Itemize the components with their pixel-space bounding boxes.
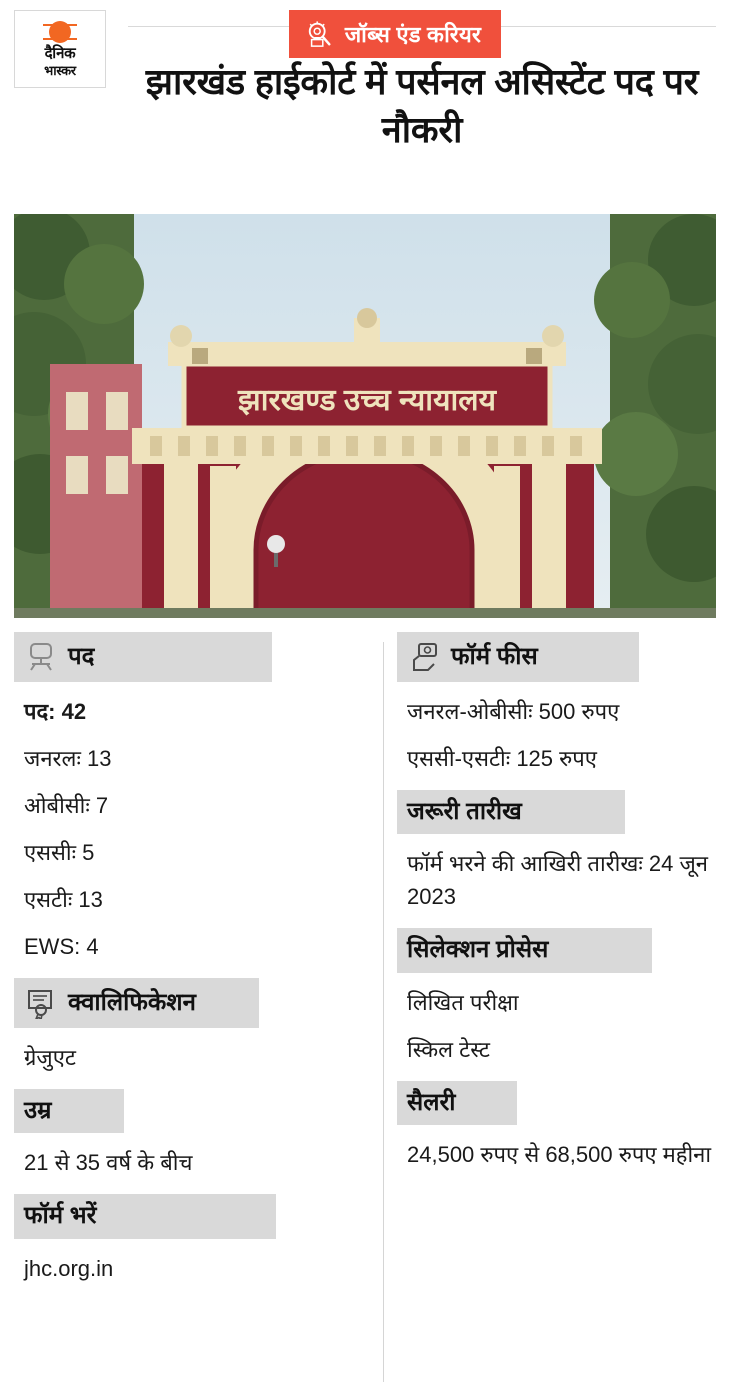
logo-line-2: भास्कर [44, 62, 76, 78]
section-header-qualification [14, 978, 259, 1028]
list-item: EWS: 4 [24, 934, 99, 959]
hand-money-icon [407, 641, 441, 673]
content-area [0, 632, 730, 1400]
signboard-text: झारखण्ड उच्च न्यायालय [238, 384, 496, 417]
category-badge [289, 10, 501, 58]
section-header-fee [397, 632, 639, 682]
section-title: पद [68, 642, 95, 670]
section-title: सैलरी [407, 1088, 456, 1116]
header [0, 0, 730, 200]
section-title: क्वालिफिकेशन [68, 988, 196, 1016]
list-item: 24,500 रुपए से 68,500 रुपए महीना [407, 1142, 712, 1168]
section-title: फॉर्म भरें [24, 1202, 97, 1230]
section-title: जरूरी तारीख [407, 798, 522, 825]
section-header-salary [397, 1081, 517, 1125]
list-item: फॉर्म भरने की आखिरी तारीखः 24 जून 2023 [407, 851, 709, 910]
section-header-important-date [397, 790, 625, 834]
list-item: एससी-एसटीः 125 रुपए [407, 746, 597, 771]
office-chair-icon [24, 641, 58, 673]
page-title: झारखंड हाईकोर्ट में पर्सनल असिस्टेंट पद पर नौकरी [145, 61, 699, 150]
list-item: ग्रेजुएट [24, 1045, 76, 1070]
highcourt-gate-illustration [14, 214, 716, 618]
list-item: एसटीः 13 [24, 887, 103, 912]
list-item: जनरलः 13 [24, 746, 112, 771]
category-badge-wrap [0, 10, 730, 58]
section-header-posts [14, 632, 272, 682]
list-item: पद: 42 [24, 699, 87, 724]
hero-image [14, 214, 716, 618]
list-item: 21 से 35 वर्ष के बीच [24, 1150, 193, 1176]
section-header-selection-process [397, 928, 652, 972]
job-search-icon [305, 20, 335, 48]
apply-link[interactable]: jhc.org.in [24, 1255, 114, 1281]
list-item: ओबीसीः 7 [24, 793, 109, 818]
section-title: सिलेक्शन प्रोसेस [407, 936, 549, 964]
list-item: स्किल टेस्ट [407, 1036, 490, 1062]
list-item: लिखित परीक्षा [407, 989, 519, 1015]
category-badge-label: जॉब्स एंड करियर [344, 22, 482, 47]
left-column [0, 632, 375, 1400]
section-title: उम्र [24, 1097, 52, 1124]
list-item: जनरल-ओबीसीः 500 रुपए [407, 699, 620, 724]
section-header-age [14, 1089, 124, 1133]
right-column [375, 632, 730, 1400]
list-item: एससीः 5 [24, 840, 95, 865]
certificate-icon [24, 987, 58, 1019]
section-header-apply [14, 1194, 276, 1238]
logo-line-1: दैनिक [44, 44, 76, 62]
section-title: फॉर्म फीस [451, 642, 538, 670]
